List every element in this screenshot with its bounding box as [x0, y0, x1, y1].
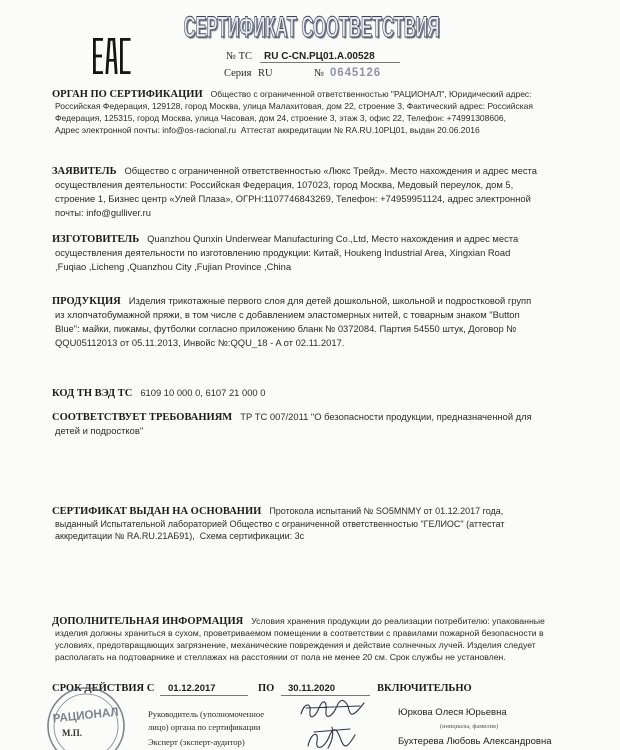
section-first-row: [52, 164, 565, 178]
section-requirements: [52, 410, 565, 438]
stamp-text: РАЦИОНАЛ: [52, 704, 122, 726]
section-tnved-code: [52, 386, 565, 400]
section-text-line: строение 1, Бизнес центр «Улей Плаза», ОГРН:1107746843269, Телефон: +74959951124, адрес электронной: [55, 193, 531, 204]
section-text-line: изделия должны храниться в сухом, проветриваемом помещении в соответствии с правилами пожарной безопасности в: [55, 628, 544, 638]
section-issue-basis: [52, 505, 565, 543]
section-text-line: почты: info@gulliver.ru: [55, 207, 151, 218]
section-text-line: располагать на подтоварнике и стеллажах на расстоянии от пола не менее 20 см. Срок службы не установлен.: [55, 652, 506, 662]
section-label: ДОПОЛНИТЕЛЬНАЯ ИНФОРМАЦИЯ: [52, 616, 244, 627]
section-label: КОД ТН ВЭД ТС: [52, 388, 133, 399]
validity-from-label: СРОК ДЕЙСТВИЯ С: [52, 683, 155, 694]
signatures: [298, 699, 370, 750]
head-role-line-2: лицо) органа по сертификации: [148, 722, 261, 732]
section-text-line: 6109 10 000 0, 6107 21 000 0: [140, 387, 266, 398]
section-label: ИЗГОТОВИТЕЛЬ: [52, 234, 140, 245]
series-value: RU: [258, 68, 273, 79]
section-text-line: Адрес электронной почты: info@os-racional.ru Аттестат аккредитации № RA.RU.10РЦ01, выдан 20.06.2016: [55, 125, 480, 135]
section-first-row: [52, 410, 565, 424]
name-caption: (инициалы, фамилия): [440, 723, 499, 730]
blank-number: 0645126: [330, 67, 382, 79]
section-text-line: QQU05112013 от 05.11.2013, Инвойс №:QQU_18 - A от 02.11.2017.: [55, 337, 345, 348]
certificate-title-text: СЕРТИФИКАТ СООТВЕТСТВИЯ: [183, 11, 440, 41]
section-text-line: Quanzhou Qunxin Underwear Manufacturing Co.,Ltd, Место нахождения и адрес места: [147, 233, 519, 244]
section-text-line: Изделия трикотажные первого слоя для детей дошкольной, школьной и подростковой групп: [128, 295, 532, 306]
section-text-line: условиях, предотвращающих загрязнение, механические повреждения и действие солнечных лучей. Изделия следует: [55, 640, 536, 650]
validity-date-to: 30.11.2020: [281, 682, 370, 696]
section-first-row: [52, 615, 565, 627]
section-first-row: [52, 294, 565, 308]
stamp-place-label: М.П.: [62, 728, 82, 738]
section-text-line: Blue": майки, пижамы, футболки согласно приложению бланк № 0372084. Партия 54550 штук, Договор №: [55, 323, 517, 334]
section-label: ОРГАН ПО СЕРТИФИКАЦИИ: [52, 89, 203, 100]
validity-to-label: ПО: [258, 683, 275, 694]
series-label: Серия: [224, 68, 252, 79]
section-text-line: выданный Испытательной лабораторией Общество с ограниченной ответственностью "ГЕЛИОС" (аттестат: [55, 518, 505, 529]
blank-number-label: №: [314, 68, 325, 79]
expert-role: Эксперт (эксперт-аудитор): [148, 737, 245, 747]
section-text-line: Российская Федерация, 129128, город Москва, улица Малахитовая, дом 22, строение 3, Фактический адрес: Российская: [55, 101, 533, 111]
section-text-line: Федерация, 125315, город Москва, улица Часовая, дом 24, строение 3, этаж 3, офис 22, Телефон: +74991308606,: [55, 113, 506, 123]
head-name: Юркова Олеся Юрьевна: [398, 707, 507, 718]
section-text-line: аккредитации № RA.RU.21АБ91), Схема сертификации: 3с: [55, 531, 305, 541]
section-manufacturer: [52, 232, 565, 274]
section-label: ЗАЯВИТЕЛЬ: [52, 166, 117, 177]
certificate-title-shadow: СЕРТИФИКАТ СООТВЕТСТВИЯ: [185, 12, 441, 41]
validity-inclusive-label: ВКЛЮЧИТЕЛЬНО: [377, 683, 472, 694]
section-product: [52, 294, 565, 350]
organization-stamp: [36, 686, 136, 750]
head-role-line-1: Руководитель (уполномоченное: [148, 709, 265, 719]
certificate-title: [182, 11, 444, 41]
section-text-line: Протокола испытаний № SO5MNMY от 01.12.2017 года,: [269, 506, 504, 516]
section-first-row: [52, 386, 565, 400]
certificate-number-label: № ТС: [226, 51, 253, 62]
section-text-line: ТР ТС 007/2011 "О безопасности продукции, предназначенной для: [240, 411, 532, 422]
section-first-row: [52, 88, 565, 100]
section-text-line: Общество с ограниченной ответственностью "РАЦИОНАЛ", Юридический адрес:: [210, 89, 532, 99]
section-text-line: ,Fuqiao ,Licheng ,Quanzhou City ,Fujian Province ,China: [55, 261, 292, 272]
section-label: ПРОДУКЦИЯ: [52, 296, 121, 307]
section-additional-info: [52, 615, 565, 663]
section-first-row: [52, 505, 565, 518]
section-first-row: [52, 232, 565, 246]
section-text-line: осуществления деятельности по изготовлению продукции: Китай, Houkeng Industrial Area, Xingxian Road: [55, 247, 511, 258]
section-text-line: Общество с ограниченной ответственностью «Люкс Трейд». Место нахождения и адрес места: [124, 165, 537, 176]
section-applicant: [52, 164, 565, 220]
section-label: СООТВЕТСТВУЕТ ТРЕБОВАНИЯМ: [52, 412, 233, 423]
certificate-number: RU C-CN.РЦ01.А.00528: [260, 51, 400, 63]
eac-logo: [93, 38, 131, 75]
section-text-line: Условия хранения продукции до реализации потребителю: упакованные: [251, 616, 545, 626]
section-text-line: из хлопчатобумажной пряжи, в том числе с добавлением эластомерных нитей, с товарным знаком "Button: [55, 309, 520, 320]
section-label: СЕРТИФИКАТ ВЫДАН НА ОСНОВАНИИ: [52, 506, 262, 517]
section-text-line: детей и подростков": [55, 425, 144, 436]
expert-name: Бухтерева Любовь Александровна: [398, 736, 552, 747]
section-certification-body: [52, 88, 565, 136]
expert-signature: [308, 727, 355, 748]
head-signature: [301, 700, 364, 716]
validity-date-from: 01.12.2017: [160, 682, 248, 696]
section-text-line: осуществления деятельности: Российская Федерация, 107023, город Москва, Медовый переулок, дом 5,: [55, 179, 514, 190]
